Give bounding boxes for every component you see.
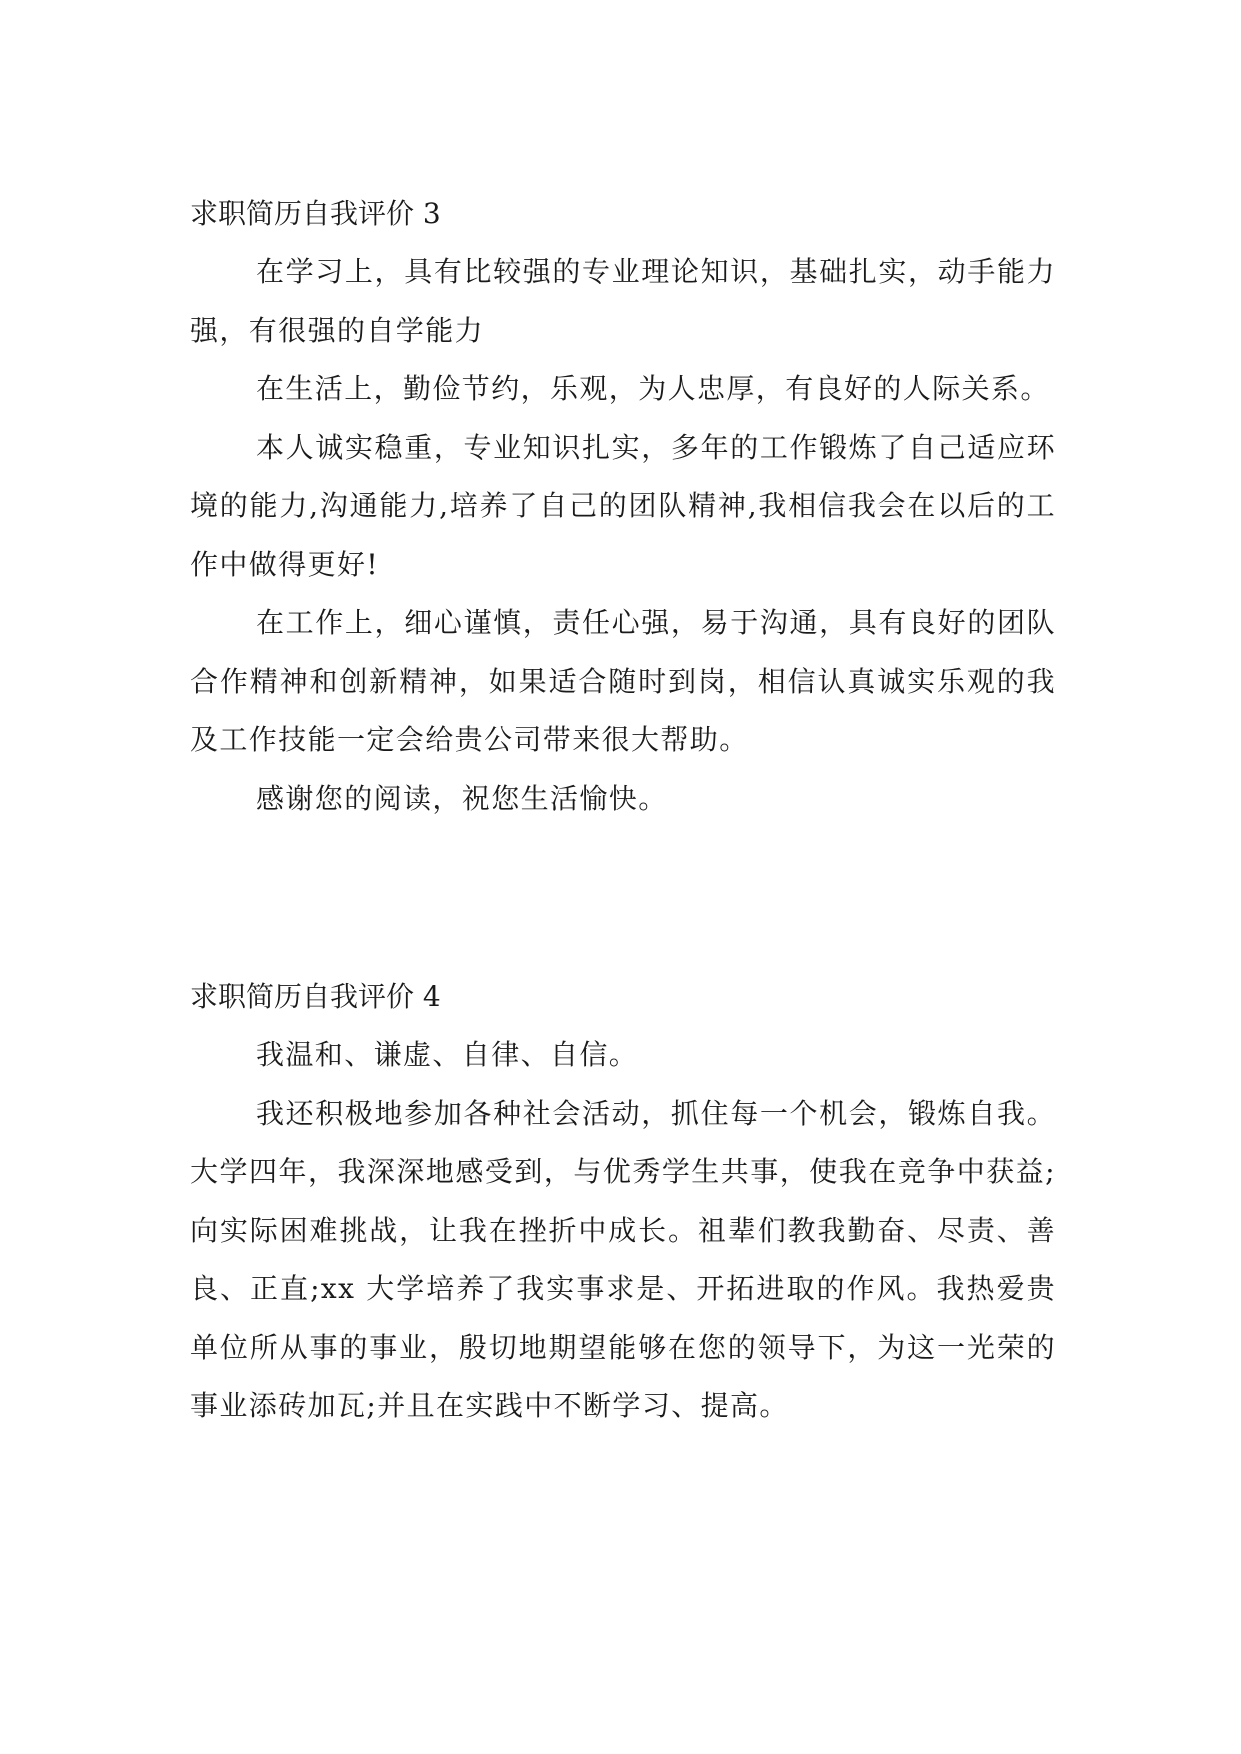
paragraph-traits: 我温和、谦虚、自律、自信。 <box>256 1038 639 1071</box>
paragraph-thanks: 感谢您的阅读，祝您生活愉快。 <box>256 781 668 815</box>
section-self-evaluation-3 <box>190 185 1056 828</box>
paragraph-work: 在工作上，细心谨慎，责任心强，易于沟通，具有良好的团队合作精神和创新精神，如果适合随时到岗，相信认真诚实乐观的我及工作技能一定会给贵公司带来很大帮助。 <box>190 606 1056 756</box>
paragraph-personality: 本人诚实稳重，专业知识扎实，多年的工作锻炼了自己适应环境的能力,沟通能力,培养了自己的团队精神,我相信我会在以后的工作中做得更好! <box>190 430 1056 581</box>
paragraph-activities: 我还积极地参加各种社会活动，抓住每一个机会，锻炼自我。大学四年，我深深地感受到，与优秀学生共事，使我在竞争中获益;向实际困难挑战，让我在挫折中成长。祖辈们教我勤奋、尽责、善良、正直;xx 大学培养了我实事求是、开拓进取的作风。我热爱贵单位所从事的事业，殷切地期望能够在您的领导下，为这一光荣的事业添砖加瓦;并且在实践中不断学习、提高。 <box>190 1096 1056 1422</box>
section-title: 求职简历自我评价 3 <box>190 197 441 230</box>
paragraph-study: 在学习上，具有比较强的专业理论知识，基础扎实，动手能力强，有很强的自学能力 <box>190 255 1056 347</box>
section-self-evaluation-4 <box>190 968 1056 1436</box>
paragraph-life: 在生活上，勤俭节约，乐观，为人忠厚，有良好的人际关系。 <box>256 372 1050 405</box>
section-title: 求职简历自我评价 4 <box>190 980 441 1013</box>
